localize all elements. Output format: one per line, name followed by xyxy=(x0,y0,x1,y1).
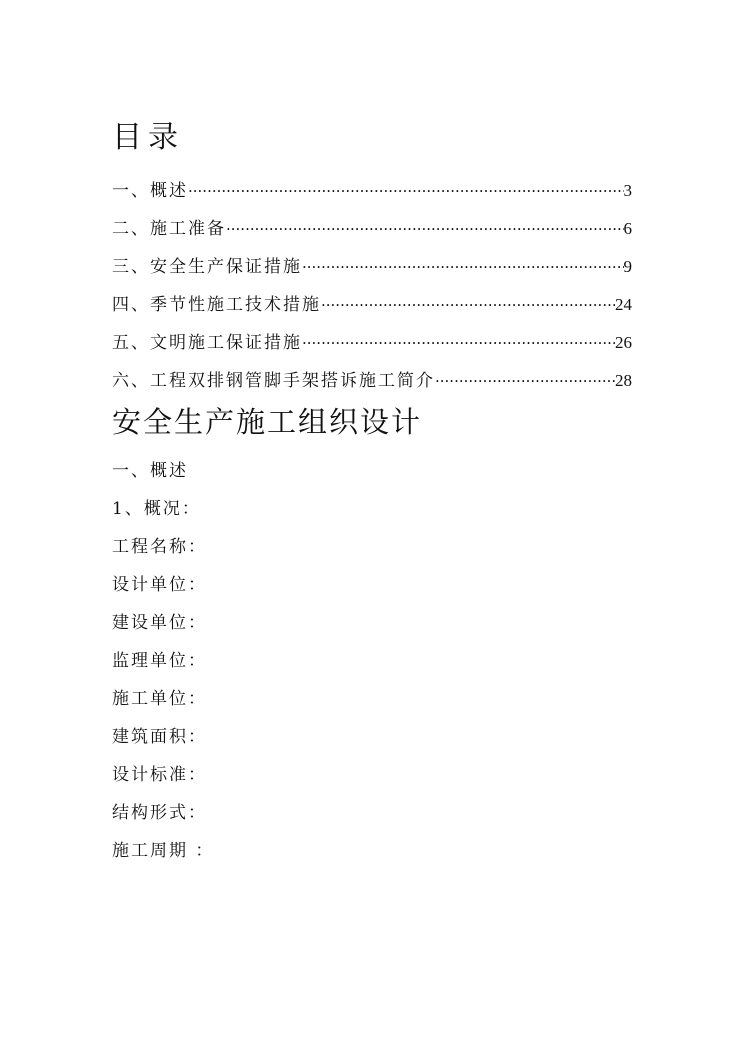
toc-entry[interactable] xyxy=(112,215,632,253)
toc-entry-label: 五、文明施工保证措施 xyxy=(112,333,302,353)
table-of-contents xyxy=(112,177,632,405)
toc-entry-page: 6 xyxy=(623,219,632,238)
field-supervision-unit: 监理单位： xyxy=(112,651,207,671)
field-project-name: 工程名称： xyxy=(112,537,207,557)
toc-dot-leader xyxy=(302,329,615,357)
field-contractor-unit: 施工单位： xyxy=(112,689,207,709)
toc-dot-leader xyxy=(188,177,624,205)
toc-entry-label: 一、概述 xyxy=(112,181,188,201)
document-title: 安全生产施工组织设计 xyxy=(112,405,423,439)
toc-entry-page: 9 xyxy=(623,257,632,276)
toc-entry-page: 26 xyxy=(615,333,632,352)
toc-entry[interactable] xyxy=(112,253,632,291)
toc-dot-leader xyxy=(226,215,624,243)
field-construction-owner: 建设单位： xyxy=(112,613,207,633)
toc-dot-leader xyxy=(302,253,624,281)
toc-entry[interactable] xyxy=(112,367,632,405)
toc-dot-leader xyxy=(321,291,615,319)
overview-section xyxy=(112,456,612,874)
toc-entry-page: 28 xyxy=(615,371,632,390)
field-structure-type: 结构形式： xyxy=(112,803,207,823)
field-design-unit: 设计单位： xyxy=(112,575,207,595)
subsection-heading: 1、概况： xyxy=(112,499,201,519)
toc-entry[interactable] xyxy=(112,177,632,215)
toc-entry-page: 3 xyxy=(623,181,632,200)
toc-entry-label: 三、安全生产保证措施 xyxy=(112,257,302,277)
field-design-standard: 设计标准： xyxy=(112,765,207,785)
section-heading: 一、概述 xyxy=(112,461,188,481)
toc-entry-label: 二、施工准备 xyxy=(112,219,226,239)
toc-entry[interactable] xyxy=(112,291,632,329)
field-building-area: 建筑面积： xyxy=(112,727,207,747)
toc-entry-label: 四、季节性施工技术措施 xyxy=(112,295,321,315)
toc-entry-page: 24 xyxy=(615,295,632,314)
toc-entry-label: 六、工程双排钢管脚手架搭诉施工简介 xyxy=(112,371,435,391)
toc-title: 目录 xyxy=(112,120,184,155)
field-construction-period: 施工周期 ： xyxy=(112,841,215,861)
toc-dot-leader xyxy=(435,367,615,395)
toc-entry[interactable] xyxy=(112,329,632,367)
